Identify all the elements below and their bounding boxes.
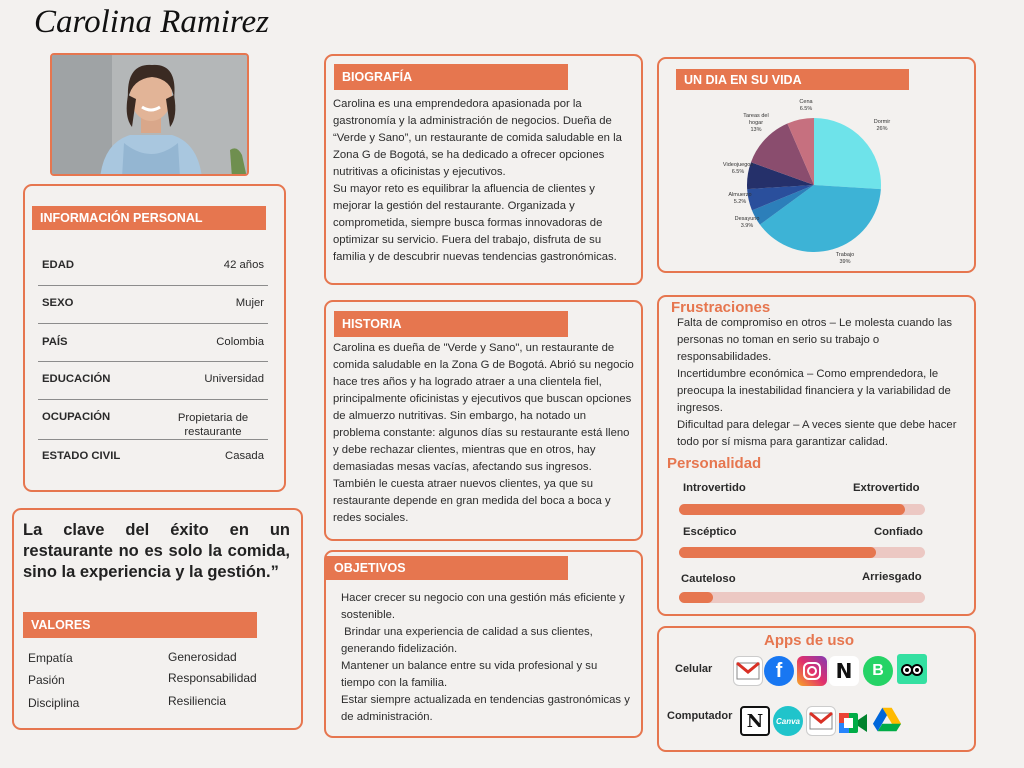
trait-left-label: Escéptico (683, 526, 737, 538)
tripadvisor-icon (897, 654, 927, 684)
frustration-item: Dificultad para delegar – A veces siente que debe hacer todo por sí misma para garantizar calidad. (677, 419, 957, 448)
pie-label-name: Trabajo (835, 252, 855, 258)
divider (38, 361, 268, 362)
pie-label (862, 119, 902, 133)
info-key: SEXO (42, 297, 74, 309)
pie-label-name: Videojuegos (722, 162, 754, 168)
trait-fill (679, 504, 905, 515)
mobile-label: Celular (675, 663, 713, 675)
instagram-icon (797, 656, 827, 686)
objectives-header: OBJETIVOS (326, 556, 568, 580)
apps-title: Apps de uso (764, 632, 855, 649)
value-item: Empatía (28, 651, 73, 665)
value-item: Pasión (28, 673, 65, 687)
info-value: Casada (225, 450, 264, 462)
trait-left-label: Cauteloso (681, 573, 736, 585)
frustrations-list (677, 315, 967, 451)
biography-text (333, 96, 633, 266)
value-item: Disciplina (28, 696, 80, 710)
pie-label (786, 99, 826, 113)
frustration-item: Falta de compromiso en otros – Le molesta cuando las personas no toman en serio su trabajo o responsabilidades. (677, 317, 953, 363)
objective-item: Hacer crecer su negocio con una gestión más eficiente y sostenible. (341, 592, 625, 621)
persona-name: Carolina Ramirez (34, 4, 269, 40)
pie-label-value: 13% (750, 127, 762, 133)
info-key: PAÍS (42, 336, 68, 348)
info-key: ESTADO CIVIL (42, 450, 121, 462)
pie-label-name: Cena (799, 99, 813, 105)
value-item: Responsabilidad (168, 671, 257, 685)
value-item: Resiliencia (168, 694, 227, 708)
pie-label (720, 192, 760, 206)
pie-label (825, 252, 865, 266)
pie-label-value: 39% (839, 259, 851, 265)
pie-label-name: Dormir (873, 119, 891, 125)
info-value: Colombia (216, 336, 264, 348)
google-drive-icon (872, 704, 902, 734)
quote-text: La clave del éxito en un restaurante no es solo la comida, sino la experiencia y la gestión.” (23, 521, 290, 581)
pie-label-value: 6.5% (731, 169, 745, 175)
divider (38, 323, 268, 324)
divider (38, 399, 268, 400)
pie-label (736, 113, 776, 134)
facebook-icon: f (764, 656, 794, 686)
info-value: 42 años (223, 259, 264, 271)
whatsapp-business-icon: B (863, 656, 893, 686)
pie-label (727, 216, 767, 230)
gmail-icon (806, 706, 836, 736)
pie-label-value: 5.2% (733, 199, 747, 205)
divider (38, 439, 268, 440)
trait-track-introvert (679, 504, 925, 515)
frustrations-title: Frustraciones (671, 299, 771, 316)
notion-n-icon: N (829, 656, 859, 686)
notion-icon: N (740, 706, 770, 736)
info-value (158, 411, 268, 439)
divider (38, 285, 268, 286)
canva-icon: Canva (773, 706, 803, 736)
history-text: Carolina es dueña de "Verde y Sano", un restaurante de comida saludable en la Zona G de Bogotá. Abrió su negocio hace tres años y ha logrado atraer a una clientela fiel, principalmente oficinistas y ejecutivos que buscan opciones de almuerzo nutritivas. Sin embargo, ha notado un problema constante: algunos días su restaurante está lleno y debe rechazar clientes, mientras que en otros, hay demasiadas mesas vacías, afectando sus ingresos. También le cuesta atraer nuevos clientes, ya que su restaurante depende en gran medida del boca a boca y redes sociales. (333, 342, 634, 524)
pie-label-value: 3.9% (740, 223, 754, 229)
pie-label-value: 26% (876, 126, 888, 132)
trait-right-label: Extrovertido (853, 482, 920, 494)
day-in-life-header: UN DIA EN SU VIDA (676, 69, 909, 90)
trait-right-label: Arriesgado (862, 571, 922, 583)
gmail-icon (733, 656, 763, 686)
info-key: OCUPACIÓN (42, 411, 111, 423)
google-meet-icon (838, 708, 868, 738)
personal-info-header: INFORMACIÓN PERSONAL (32, 206, 266, 230)
biography-paragraph: Carolina es una emprendedora apasionada por la gastronomía y la administración de negocios. Dueña de “Verde y Sano”, un restaurante de comida saludable en la Zona G de Bogotá, se ha dedicado a ofrecer opciones nutritivas a oficinistas y ejecutivos. (333, 98, 622, 178)
value-item: Generosidad (168, 650, 237, 664)
info-key: EDUCACIÓN (42, 373, 111, 385)
pie-label-name: Almuerzo (728, 192, 752, 198)
info-value-line: Propietaria de (177, 412, 249, 424)
info-value: Universidad (204, 373, 264, 385)
trait-fill (679, 547, 876, 558)
desktop-label: Computador (667, 710, 733, 722)
values-header: VALORES (23, 612, 257, 638)
trait-right-label: Confiado (874, 526, 923, 538)
personality-title: Personalidad (667, 455, 762, 472)
trait-track-skeptic (679, 547, 925, 558)
pie-label (718, 162, 758, 176)
trait-fill (679, 592, 713, 603)
biography-paragraph: Su mayor reto es equilibrar la afluencia de clientes y mejorar la gestión del restaurante. Organizada y comprometida, siempre busca formas innovadoras de optimizar su servicio. Fuera del trabajo, disfruta de su familia y de descubrir nuevas tendencias gastronómicas. (333, 183, 617, 263)
info-value: Mujer (235, 297, 264, 309)
profile-photo (50, 53, 249, 176)
frustration-item: Incertidumbre económica – Como emprendedora, le preocupa la inestabilidad financiera y la variabilidad de ingresos. (677, 368, 951, 414)
objective-item: Brindar una experiencia de calidad a sus clientes, generando fidelización. (341, 626, 596, 655)
history-header: HISTORIA (334, 311, 568, 337)
info-value-line: restaurante (184, 426, 242, 438)
trait-left-label: Introvertido (683, 482, 746, 494)
objective-item: Mantener un balance entre su vida profesional y su tiempo con la familia. (341, 660, 598, 689)
pie-label-name: Desayuno (734, 216, 760, 222)
pie-label-value: 6.5% (799, 106, 813, 112)
objective-item: Estar siempre actualizada en tendencias gastronómicas y de administración. (341, 694, 630, 723)
info-key: EDAD (42, 259, 75, 271)
biography-header: BIOGRAFÍA (334, 64, 568, 90)
trait-track-cautious (679, 592, 925, 603)
pie-label-name: Tareas del hogar (743, 113, 769, 126)
objectives-list (341, 590, 631, 726)
